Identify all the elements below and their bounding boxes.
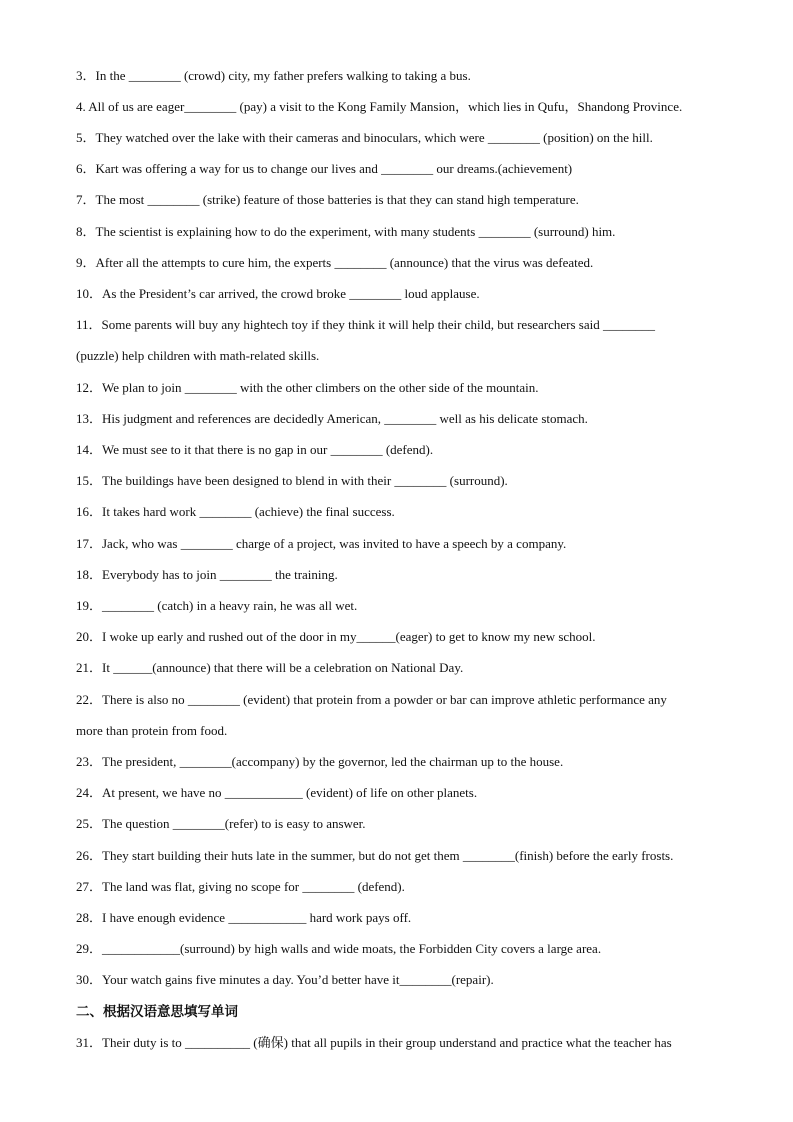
question-9: 9．After all the attempts to cure him, the experts ________ (announce) that the virus was defeated.	[76, 255, 594, 270]
question-10: 10．As the President’s car arrived, the crowd broke ________ loud applause.	[76, 286, 480, 301]
question-28: 28．I have enough evidence ____________ hard work pays off.	[76, 910, 412, 925]
question-24: 24．At present, we have no ____________ (evident) of life on other planets.	[76, 785, 478, 800]
question-4: 4. All of us are eager________ (pay) a visit to the Kong Family Mansion，which lies in Qufu，Shandong Province.	[76, 99, 683, 114]
question-12: 12．We plan to join ________ with the other climbers on the other side of the mountain.	[76, 380, 539, 395]
question-14: 14．We must see to it that there is no gap in our ________ (defend).	[76, 442, 434, 457]
question-29: 29．____________(surround) by high walls and wide moats, the Forbidden City covers a large area.	[76, 941, 602, 956]
question-8: 8．The scientist is explaining how to do the experiment, with many students ________ (surround) him.	[76, 224, 616, 239]
question-25: 25．The question ________(refer) to is easy to answer.	[76, 816, 366, 831]
section-heading: 二、根据汉语意思填写单词	[76, 1004, 238, 1020]
question-21: 21．It ______(announce) that there will be a celebration on National Day.	[76, 660, 464, 675]
question-5: 5．They watched over the lake with their cameras and binoculars, which were ________ (position) on the hill.	[76, 130, 653, 145]
question-3: 3．In the ________ (crowd) city, my father prefers walking to taking a bus.	[76, 68, 471, 83]
question-22-continued: more than protein from food.	[76, 723, 228, 738]
question-6: 6．Kart was offering a way for us to change our lives and ________ our dreams.(achievement)	[76, 161, 573, 176]
question-22: 22．There is also no ________ (evident) that protein from a powder or bar can improve athletic performance any	[76, 692, 667, 707]
question-16: 16．It takes hard work ________ (achieve) the final success.	[76, 504, 395, 519]
question-27: 27．The land was flat, giving no scope for ________ (defend).	[76, 879, 405, 894]
question-26: 26．They start building their huts late in the summer, but do not get them ________(finish) before the early frosts.	[76, 848, 674, 863]
question-30: 30．Your watch gains five minutes a day. You’d better have it________(repair).	[76, 972, 494, 987]
question-31: 31．Their duty is to __________ (确保) that all pupils in their group understand and practice what the teacher has	[76, 1035, 672, 1050]
question-13: 13．His judgment and references are decidedly American, ________ well as his delicate stomach.	[76, 411, 588, 426]
question-15: 15．The buildings have been designed to blend in with their ________ (surround).	[76, 473, 508, 488]
question-17: 17．Jack, who was ________ charge of a project, was invited to have a speech by a company.	[76, 536, 567, 551]
question-20: 20．I woke up early and rushed out of the door in my______(eager) to get to know my new school.	[76, 629, 596, 644]
question-19: 19．________ (catch) in a heavy rain, he was all wet.	[76, 598, 358, 613]
question-11: 11．Some parents will buy any hightech toy if they think it will help their child, but researchers said ________	[76, 317, 655, 332]
question-11-continued: (puzzle) help children with math-related skills.	[76, 348, 320, 363]
question-23: 23．The president, ________(accompany) by the governor, led the chairman up to the house.	[76, 754, 564, 769]
question-18: 18．Everybody has to join ________ the training.	[76, 567, 338, 582]
question-7: 7．The most ________ (strike) feature of those batteries is that they can stand high temperature.	[76, 192, 579, 207]
